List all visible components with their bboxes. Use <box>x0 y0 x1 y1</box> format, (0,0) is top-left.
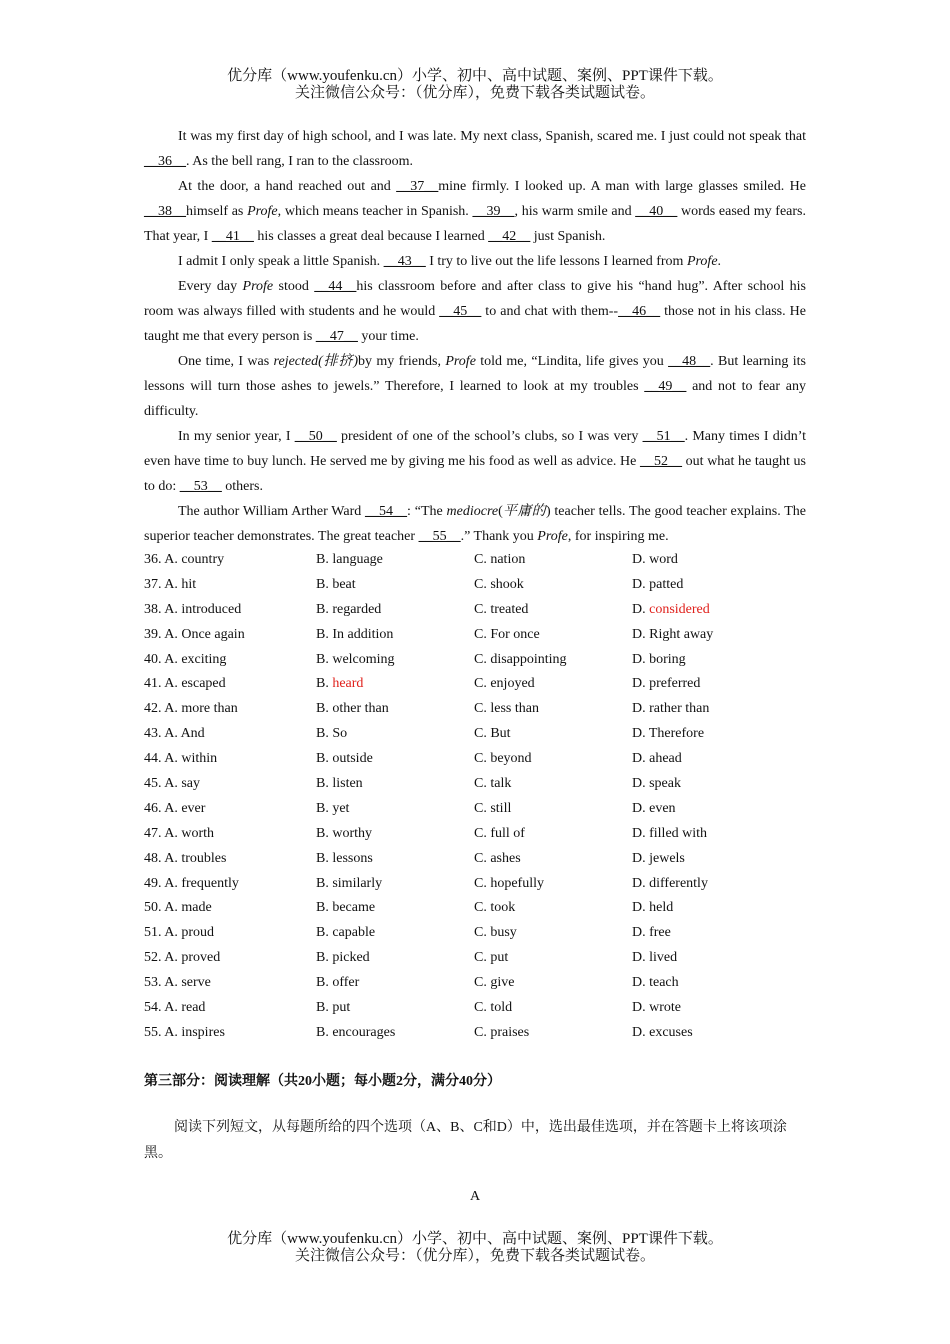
italic-text: mediocre <box>446 504 499 519</box>
option-row <box>144 622 806 647</box>
header-line-1: 优分库（www.youfenku.cn）小学、初中、高中试题、案例、PPT课件下载。 <box>227 68 723 84</box>
option-d: D. wrote <box>632 1000 681 1016</box>
option-c: C. enjoyed <box>474 676 535 692</box>
option-c: C. full of <box>474 825 525 841</box>
option-row <box>144 970 806 995</box>
option-b: B. worthy <box>316 825 372 841</box>
passage-text: himself as <box>186 204 248 219</box>
option-c: C. ashes <box>474 850 521 866</box>
option-a: 46. A. ever <box>144 800 206 816</box>
passage-text: , his warm smile and <box>514 204 636 219</box>
passage-text: others. <box>221 479 263 494</box>
option-c: C. praises <box>474 1024 530 1040</box>
passage-text: Every day <box>178 279 243 294</box>
blank: __37__ <box>396 179 439 194</box>
option-d: D. speak <box>632 776 681 792</box>
passage-text: .” Thank you <box>460 529 538 544</box>
option-a: 37. A. hit <box>144 576 197 592</box>
italic-text: Profe <box>537 529 568 544</box>
section-title: 第三部分：阅读理解（共20小题；每小题2分，满分40分） <box>144 1074 501 1089</box>
option-d: D. jewels <box>632 850 685 866</box>
option-c: C. less than <box>474 701 539 717</box>
blank: __38__ <box>144 204 186 219</box>
passage-text: his classroom before and after class to give his “hand hug”. After school his room was always filled with students and he would <box>144 279 806 319</box>
blank: __48__ <box>668 354 711 369</box>
passage-text: . As the bell rang, I ran to the classroom. <box>186 154 414 169</box>
option-d: D. filled with <box>632 825 708 841</box>
option-b: B. outside <box>316 751 373 767</box>
option-d: D. differently <box>632 875 708 891</box>
passage-text: ) teacher tells. The good teacher explains. The superior teacher demonstrates. The great teacher <box>144 504 807 544</box>
option-row <box>144 1020 806 1045</box>
option-b: B. other than <box>316 701 389 717</box>
option-row <box>144 796 806 821</box>
option-b: B. regarded <box>316 601 382 617</box>
option-d: D. held <box>632 900 674 916</box>
option-d: D. Right away <box>632 626 714 642</box>
option-c: C. took <box>474 900 516 916</box>
blank: __42__ <box>488 229 531 244</box>
option-d: D. excuses <box>632 1024 693 1040</box>
option-a: 41. A. escaped <box>144 676 226 692</box>
option-d: D. word <box>632 552 678 567</box>
option-b: B. language <box>316 552 383 567</box>
option-c: C. hopefully <box>474 875 544 891</box>
passage-text: by my friends, <box>358 354 446 369</box>
option-a: 40. A. exciting <box>144 651 227 667</box>
option-a: 50. A. made <box>144 900 212 916</box>
option-row <box>144 721 806 746</box>
blank: __46__ <box>618 304 661 319</box>
option-b: B. similarly <box>316 875 383 891</box>
option-row <box>144 746 806 771</box>
blank: __53__ <box>179 479 222 494</box>
passage-text: out what he taught us to do: <box>144 454 806 494</box>
highlighted-answer: considered <box>649 601 710 617</box>
option-row <box>144 846 806 871</box>
footer-line-2: 关注微信公众号：（优分库），免费下载各类试题试卷。 <box>294 1248 655 1264</box>
option-row <box>144 696 806 721</box>
option-a: 38. A. introduced <box>144 601 242 617</box>
option-b: B. listen <box>316 776 363 792</box>
passage-paragraph <box>144 499 806 549</box>
passage-text: president of one of the school’s clubs, so I was very <box>336 429 643 444</box>
passage-paragraph <box>144 124 806 174</box>
passage-text: The author William Arther Ward <box>178 504 366 519</box>
blank: __49__ <box>644 379 687 394</box>
option-a: 53. A. serve <box>144 975 211 991</box>
option-b: B. capable <box>316 925 376 941</box>
italic-text: Profe <box>445 354 476 369</box>
passage-text: words eased my fears. That year, I <box>144 204 806 244</box>
option-row <box>144 995 806 1020</box>
option-d: D. boring <box>632 651 686 667</box>
passage-text: : “The <box>407 504 447 519</box>
option-c: C. For once <box>474 626 540 642</box>
option-a: 42. A. more than <box>144 701 238 717</box>
passage-text: mine firmly. I looked up. A man with large glasses smiled. He <box>438 179 806 194</box>
passage-paragraph <box>144 424 806 499</box>
italic-text: Profe <box>247 204 278 219</box>
passage-text: One time, I was <box>178 354 274 369</box>
blank: __40__ <box>635 204 678 219</box>
passage-text: those not in his class. He taught me that every person is <box>144 304 806 344</box>
passage-text: to and chat with them-- <box>481 304 619 319</box>
option-row <box>144 920 806 945</box>
blank: __55__ <box>418 529 461 544</box>
blank: __50__ <box>294 429 337 444</box>
option-b: B. In addition <box>316 626 394 642</box>
option-d: D. patted <box>632 576 684 592</box>
blank: __52__ <box>640 454 683 469</box>
option-c: C. busy <box>474 925 517 941</box>
passage-text: I try to live out the life lessons I learned from <box>425 254 687 269</box>
page-header <box>0 68 950 102</box>
option-c: C. treated <box>474 601 529 617</box>
option-d: D. free <box>632 925 671 941</box>
option-b: B. encourages <box>316 1024 396 1040</box>
option-c: C. shook <box>474 576 524 592</box>
option-a: 47. A. worth <box>144 825 214 841</box>
option-row <box>144 771 806 796</box>
option-b: B. became <box>316 900 376 916</box>
option-a: 44. A. within <box>144 751 218 767</box>
passage-text: his classes a great deal because I learned <box>253 229 489 244</box>
option-a: 36. A. country <box>144 552 225 567</box>
option-d: D. lived <box>632 950 678 966</box>
blank: __36__ <box>144 154 186 169</box>
option-b: B. picked <box>316 950 370 966</box>
passage-text: , for inspiring me. <box>567 529 669 544</box>
option-a: 39. A. Once again <box>144 626 245 642</box>
option-row <box>144 572 806 597</box>
passage-text: your time. <box>357 329 419 344</box>
option-d: D. even <box>632 800 676 816</box>
option-c: C. put <box>474 950 509 966</box>
option-b: B. welcoming <box>316 651 395 667</box>
passage-paragraph <box>144 349 806 424</box>
header-line-2: 关注微信公众号：（优分库），免费下载各类试题试卷。 <box>294 85 655 101</box>
option-d: D. considered <box>632 601 710 617</box>
option-c: C. But <box>474 726 511 742</box>
section-instructions <box>144 1115 806 1167</box>
passage-paragraph <box>144 274 806 349</box>
italic-text: rejected(排挤) <box>273 354 358 369</box>
blank: __43__ <box>383 254 426 269</box>
option-row <box>144 647 806 672</box>
passage-text: and not to fear any difficulty. <box>144 379 806 419</box>
option-a: 49. A. frequently <box>144 875 239 891</box>
passage-label: A <box>469 1189 481 1204</box>
passage-text: . <box>717 254 722 269</box>
option-c: C. disappointing <box>474 651 567 667</box>
passage-paragraph <box>144 174 806 249</box>
option-a: 48. A. troubles <box>144 850 227 866</box>
option-row <box>144 871 806 896</box>
cloze-passage <box>144 124 806 549</box>
passage-text: I admit I only speak a little Spanish. <box>178 254 384 269</box>
option-d: D. preferred <box>632 676 701 692</box>
blank: __45__ <box>439 304 482 319</box>
footer-line-1: 优分库（www.youfenku.cn）小学、初中、高中试题、案例、PPT课件下载。 <box>227 1231 723 1247</box>
option-row <box>144 671 806 696</box>
option-d: D. rather than <box>632 701 710 717</box>
italic-text: Profe <box>242 279 274 294</box>
italic-text: 平庸的 <box>502 504 546 519</box>
option-b: B. So <box>316 726 348 742</box>
instructions-text: 阅读下列短文，从每题所给的四个选项（A、B、C和D）中，选出最佳选项，并在答题卡上将该项涂黑。 <box>144 1120 787 1161</box>
option-c: C. beyond <box>474 751 532 767</box>
option-d: D. ahead <box>632 751 682 767</box>
passage-text: . Many times I didn’t even have time to buy lunch. He served me by giving me his food as well as advice. He <box>144 429 806 469</box>
option-a: 54. A. read <box>144 1000 206 1016</box>
option-b: B. beat <box>316 576 356 592</box>
option-c: C. talk <box>474 776 512 792</box>
passage-paragraph <box>144 249 806 274</box>
option-a: 52. A. proved <box>144 950 221 966</box>
option-c: C. still <box>474 800 512 816</box>
answer-options <box>144 547 806 1045</box>
blank: __39__ <box>472 204 515 219</box>
option-b: B. put <box>316 1000 351 1016</box>
option-d: D. Therefore <box>632 726 705 742</box>
option-row <box>144 895 806 920</box>
italic-text: Profe <box>686 254 718 269</box>
option-row <box>144 597 806 622</box>
option-c: C. nation <box>474 552 526 567</box>
page-footer <box>0 1231 950 1265</box>
blank: __47__ <box>315 329 358 344</box>
option-b: B. yet <box>316 800 350 816</box>
option-c: C. told <box>474 1000 513 1016</box>
blank: __41__ <box>211 229 254 244</box>
option-a: 43. A. And <box>144 726 205 742</box>
blank: __54__ <box>365 504 408 519</box>
option-a: 45. A. say <box>144 776 200 792</box>
blank: __51__ <box>642 429 685 444</box>
blank: __44__ <box>314 279 357 294</box>
passage-text: told me, “Lindita, life gives you <box>475 354 669 369</box>
passage-text: stood <box>273 279 315 294</box>
option-a: 51. A. proud <box>144 925 214 941</box>
passage-text: just Spanish. <box>530 229 606 244</box>
passage-text: In my senior year, I <box>178 429 295 444</box>
highlighted-answer: heard <box>332 676 364 692</box>
passage-text: . But learning its lessons will turn those ashes to jewels.” Therefore, I learned to look at my troubles <box>144 354 807 394</box>
passage-text: , which means teacher in Spanish. <box>277 204 473 219</box>
passage-text: At the door, a hand reached out and <box>178 179 397 194</box>
passage-text: It was my first day of high school, and I was late. My next class, Spanish, scared me. I just could not speak that <box>178 129 806 144</box>
option-a: 55. A. inspires <box>144 1024 225 1040</box>
option-b: B. offer <box>316 975 360 991</box>
option-d: D. teach <box>632 975 679 991</box>
option-b: B. lessons <box>316 850 373 866</box>
option-c: C. give <box>474 975 515 991</box>
option-b: B. heard <box>316 676 364 692</box>
option-row <box>144 945 806 970</box>
option-row <box>144 821 806 846</box>
option-row <box>144 547 806 572</box>
passage-text: ( <box>498 504 503 519</box>
